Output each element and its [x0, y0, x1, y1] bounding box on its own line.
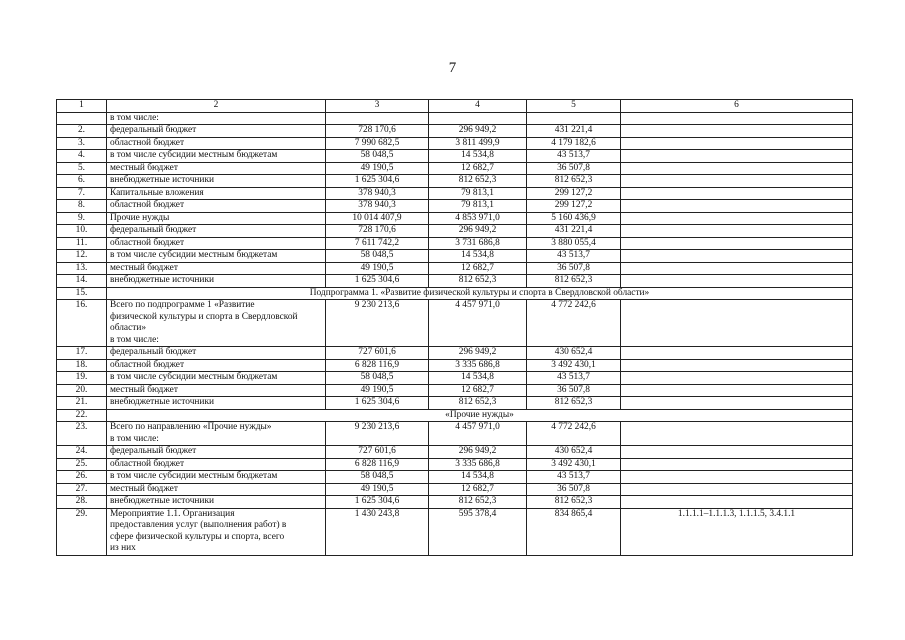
value-col5: 299 127,2	[527, 187, 621, 200]
row-name: областной бюджет	[107, 137, 326, 150]
value-col4: 12 682,7	[429, 384, 527, 397]
value-col5	[527, 112, 621, 125]
row-number: 27.	[57, 483, 107, 496]
value-col5: 43 513,7	[527, 150, 621, 163]
row-name: областной бюджет	[107, 237, 326, 250]
row-name: местный бюджет	[107, 483, 326, 496]
value-col4: 14 534,8	[429, 250, 527, 263]
row-name: местный бюджет	[107, 384, 326, 397]
value-col6	[621, 187, 853, 200]
value-col6	[621, 496, 853, 509]
value-col4: 4 853 971,0	[429, 212, 527, 225]
value-col6	[621, 250, 853, 263]
value-col4: 14 534,8	[429, 471, 527, 484]
row-name-line: области»	[110, 323, 147, 333]
value-col5: 4 179 182,6	[527, 137, 621, 150]
value-col6	[621, 212, 853, 225]
value-col5: 431 221,4	[527, 225, 621, 238]
row-name: в том числе субсидии местным бюджетам	[107, 372, 326, 385]
row-number: 6.	[57, 175, 107, 188]
row-number: 9.	[57, 212, 107, 225]
value-col6	[621, 483, 853, 496]
value-col4: 3 335 686,8	[429, 359, 527, 372]
value-col5: 43 513,7	[527, 372, 621, 385]
value-col3: 9 230 213,6	[326, 422, 429, 446]
table-row	[57, 200, 853, 213]
value-col3: 58 048,5	[326, 372, 429, 385]
row-number: 14.	[57, 275, 107, 288]
row-number: 7.	[57, 187, 107, 200]
value-col4: 14 534,8	[429, 372, 527, 385]
value-col3: 728 170,6	[326, 125, 429, 138]
value-col3: 6 828 116,9	[326, 359, 429, 372]
row-number: 2.	[57, 125, 107, 138]
value-col3: 378 940,3	[326, 200, 429, 213]
value-col3: 7 990 682,5	[326, 137, 429, 150]
row-name: местный бюджет	[107, 262, 326, 275]
table-row	[57, 112, 853, 125]
row-number: 18.	[57, 359, 107, 372]
row-number: 15.	[57, 287, 107, 300]
value-col4	[429, 112, 527, 125]
value-col4: 812 652,3	[429, 496, 527, 509]
table-row	[57, 446, 853, 459]
section-title: Подпрограмма 1. «Развитие физической культуры и спорта в Свердловской области»	[107, 287, 853, 300]
value-col3: 6 828 116,9	[326, 458, 429, 471]
header-cell: 6	[621, 100, 853, 113]
value-col4: 3 731 686,8	[429, 237, 527, 250]
value-col4: 595 378,4	[429, 508, 527, 555]
table-row	[57, 250, 853, 263]
value-col4: 4 457 971,0	[429, 300, 527, 347]
value-col3: 58 048,5	[326, 150, 429, 163]
row-name-line: предоставления услуг (выполнения работ) в	[110, 520, 287, 530]
table-row	[57, 137, 853, 150]
value-col4: 79 813,1	[429, 200, 527, 213]
value-col4: 812 652,3	[429, 397, 527, 410]
value-col4: 296 949,2	[429, 446, 527, 459]
row-number: 16.	[57, 300, 107, 347]
row-name: в том числе субсидии местным бюджетам	[107, 150, 326, 163]
value-col5: 3 880 055,4	[527, 237, 621, 250]
row-name-line: Всего по подпрограмме 1 «Развитие	[110, 300, 255, 310]
value-col5: 834 865,4	[527, 508, 621, 555]
table-row	[57, 262, 853, 275]
header-row	[57, 100, 853, 113]
table-row	[57, 175, 853, 188]
row-name: в том числе субсидии местным бюджетам	[107, 250, 326, 263]
row-name-line: Всего по направлению «Прочие нужды»	[110, 422, 272, 432]
header-cell: 3	[326, 100, 429, 113]
value-col3: 58 048,5	[326, 250, 429, 263]
row-number: 22.	[57, 409, 107, 422]
value-col5: 430 652,4	[527, 446, 621, 459]
value-col3: 1 625 304,6	[326, 496, 429, 509]
row-number: 4.	[57, 150, 107, 163]
value-col6	[621, 446, 853, 459]
row-name: федеральный бюджет	[107, 347, 326, 360]
value-col3: 49 190,5	[326, 483, 429, 496]
section-row	[57, 287, 853, 300]
row-name: внебюджетные источники	[107, 175, 326, 188]
value-col6	[621, 359, 853, 372]
value-col5: 812 652,3	[527, 275, 621, 288]
value-col5: 4 772 242,6	[527, 300, 621, 347]
value-col3: 1 625 304,6	[326, 175, 429, 188]
table-row	[57, 125, 853, 138]
value-col4: 812 652,3	[429, 275, 527, 288]
row-name: федеральный бюджет	[107, 225, 326, 238]
value-col6	[621, 347, 853, 360]
value-col4: 79 813,1	[429, 187, 527, 200]
row-number: 3.	[57, 137, 107, 150]
value-col3: 728 170,6	[326, 225, 429, 238]
value-col6	[621, 125, 853, 138]
value-col5: 43 513,7	[527, 471, 621, 484]
value-col3: 49 190,5	[326, 384, 429, 397]
table-row	[57, 397, 853, 410]
value-col6	[621, 384, 853, 397]
value-col3: 49 190,5	[326, 262, 429, 275]
row-number	[57, 112, 107, 125]
value-col5: 4 772 242,6	[527, 422, 621, 446]
table-row	[57, 237, 853, 250]
table-row	[57, 150, 853, 163]
header-cell: 1	[57, 100, 107, 113]
row-number: 29.	[57, 508, 107, 555]
value-col6	[621, 237, 853, 250]
row-name-line: физической культуры и спорта в Свердловской	[110, 311, 298, 322]
value-col3: 58 048,5	[326, 471, 429, 484]
value-col5: 812 652,3	[527, 496, 621, 509]
row-number: 20.	[57, 384, 107, 397]
value-col4: 3 335 686,8	[429, 458, 527, 471]
table-row	[57, 275, 853, 288]
value-col3: 1 430 243,8	[326, 508, 429, 555]
value-col6	[621, 150, 853, 163]
budget-table	[56, 99, 853, 556]
row-number: 12.	[57, 250, 107, 263]
table-row	[57, 162, 853, 175]
value-col4: 296 949,2	[429, 347, 527, 360]
table-row	[57, 496, 853, 509]
value-col4: 296 949,2	[429, 225, 527, 238]
value-col5: 3 492 430,1	[527, 359, 621, 372]
value-col6	[621, 175, 853, 188]
row-number: 26.	[57, 471, 107, 484]
value-col3: 378 940,3	[326, 187, 429, 200]
table-row	[57, 508, 853, 555]
row-number: 10.	[57, 225, 107, 238]
value-col6	[621, 262, 853, 275]
row-name: Капитальные вложения	[107, 187, 326, 200]
row-name: местный бюджет	[107, 162, 326, 175]
row-name	[107, 300, 326, 347]
value-col5: 36 507,8	[527, 162, 621, 175]
value-col5: 43 513,7	[527, 250, 621, 263]
row-name-line: в том числе:	[110, 433, 159, 444]
row-number: 23.	[57, 422, 107, 446]
value-col6	[621, 372, 853, 385]
row-name: внебюджетные источники	[107, 275, 326, 288]
table-row	[57, 384, 853, 397]
row-number: 21.	[57, 397, 107, 410]
row-number: 5.	[57, 162, 107, 175]
row-name	[107, 508, 326, 555]
row-name: областной бюджет	[107, 359, 326, 372]
header-cell: 5	[527, 100, 621, 113]
table-row	[57, 347, 853, 360]
value-col4: 296 949,2	[429, 125, 527, 138]
row-number: 25.	[57, 458, 107, 471]
row-number: 28.	[57, 496, 107, 509]
table-body	[57, 100, 853, 556]
value-col5: 299 127,2	[527, 200, 621, 213]
value-col6	[621, 112, 853, 125]
value-col3: 10 014 407,9	[326, 212, 429, 225]
value-col6	[621, 397, 853, 410]
value-col3: 1 625 304,6	[326, 397, 429, 410]
value-col4: 12 682,7	[429, 483, 527, 496]
table-row	[57, 422, 853, 446]
row-name: федеральный бюджет	[107, 125, 326, 138]
value-col4: 812 652,3	[429, 175, 527, 188]
row-name	[107, 422, 326, 446]
row-number: 24.	[57, 446, 107, 459]
row-number: 17.	[57, 347, 107, 360]
table-row	[57, 187, 853, 200]
value-col5: 36 507,8	[527, 483, 621, 496]
value-col6: 1.1.1.1–1.1.1.3, 1.1.1.5, 3.4.1.1	[621, 508, 853, 555]
row-name-line: из них	[110, 543, 136, 553]
row-name-line: Мероприятие 1.1. Организация	[110, 508, 235, 519]
row-number: 13.	[57, 262, 107, 275]
row-name: Прочие нужды	[107, 212, 326, 225]
value-col5: 812 652,3	[527, 175, 621, 188]
table-row	[57, 359, 853, 372]
row-name: в том числе субсидии местным бюджетам	[107, 471, 326, 484]
table-row	[57, 458, 853, 471]
value-col5: 36 507,8	[527, 384, 621, 397]
value-col4: 14 534,8	[429, 150, 527, 163]
page-number: 7	[448, 60, 457, 76]
section-row	[57, 409, 853, 422]
value-col4: 4 457 971,0	[429, 422, 527, 446]
row-name: областной бюджет	[107, 200, 326, 213]
value-col5: 812 652,3	[527, 397, 621, 410]
value-col3: 1 625 304,6	[326, 275, 429, 288]
value-col5: 3 492 430,1	[527, 458, 621, 471]
row-number: 19.	[57, 372, 107, 385]
value-col3: 9 230 213,6	[326, 300, 429, 347]
value-col6	[621, 200, 853, 213]
row-number: 11.	[57, 237, 107, 250]
header-cell: 4	[429, 100, 527, 113]
value-col3: 727 601,6	[326, 347, 429, 360]
header-cell: 2	[107, 100, 326, 113]
table-row	[57, 483, 853, 496]
table-row	[57, 372, 853, 385]
value-col6	[621, 162, 853, 175]
row-name: внебюджетные источники	[107, 496, 326, 509]
value-col5: 431 221,4	[527, 125, 621, 138]
value-col4: 3 811 499,9	[429, 137, 527, 150]
value-col5: 36 507,8	[527, 262, 621, 275]
value-col3: 7 611 742,2	[326, 237, 429, 250]
value-col6	[621, 471, 853, 484]
table-row	[57, 212, 853, 225]
value-col6	[621, 458, 853, 471]
value-col3: 727 601,6	[326, 446, 429, 459]
value-col6	[621, 422, 853, 446]
value-col6	[621, 275, 853, 288]
value-col5: 430 652,4	[527, 347, 621, 360]
value-col5: 5 160 436,9	[527, 212, 621, 225]
value-col4: 12 682,7	[429, 162, 527, 175]
row-name: областной бюджет	[107, 458, 326, 471]
row-name-line: в том числе:	[110, 334, 159, 345]
value-col3	[326, 112, 429, 125]
row-name: в том числе:	[107, 112, 326, 125]
table-row	[57, 471, 853, 484]
value-col4: 12 682,7	[429, 262, 527, 275]
row-name: федеральный бюджет	[107, 446, 326, 459]
table-row	[57, 300, 853, 347]
value-col3: 49 190,5	[326, 162, 429, 175]
row-name: внебюджетные источники	[107, 397, 326, 410]
row-number: 8.	[57, 200, 107, 213]
value-col6	[621, 225, 853, 238]
table-row	[57, 225, 853, 238]
value-col6	[621, 300, 853, 347]
section-title: «Прочие нужды»	[107, 409, 853, 422]
value-col6	[621, 137, 853, 150]
row-name-line: сфере физической культуры и спорта, всего	[110, 531, 285, 542]
